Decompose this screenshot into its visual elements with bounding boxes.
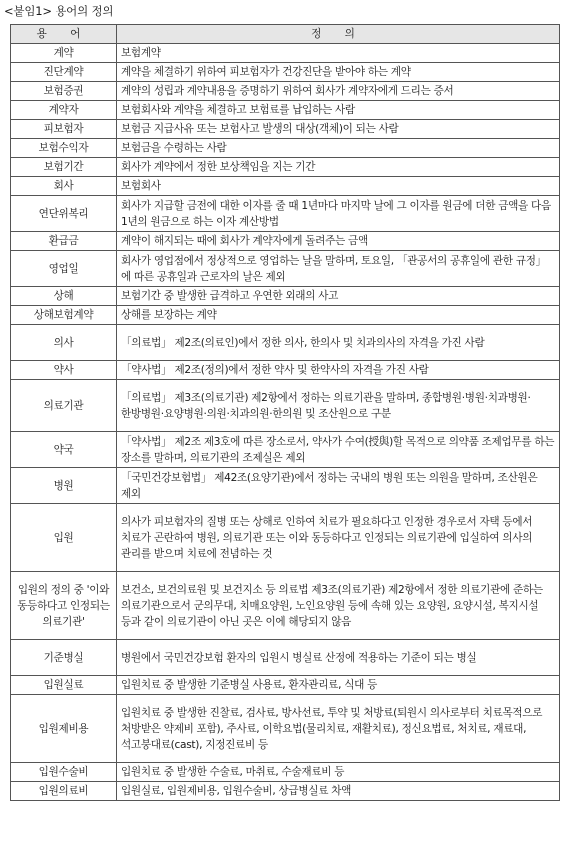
term-cell: 약국	[11, 432, 117, 468]
table-row	[11, 504, 560, 572]
term-cell: 입원제비용	[11, 695, 117, 763]
term-cell: 보험증권	[11, 82, 117, 101]
table-row	[11, 120, 560, 139]
header-definition: 정 의	[117, 25, 560, 44]
table-row	[11, 572, 560, 640]
table-row	[11, 101, 560, 120]
definition-cell: 보험금을 수령하는 사람	[117, 139, 560, 158]
definition-cell: 보험기간 중 발생한 급격하고 우연한 외래의 사고	[117, 287, 560, 306]
definition-cell: 계약이 해지되는 때에 회사가 계약자에게 돌려주는 금액	[117, 232, 560, 251]
table-row	[11, 468, 560, 504]
table-row	[11, 44, 560, 63]
term-cell: 기준병실	[11, 640, 117, 676]
table-row	[11, 676, 560, 695]
definition-cell: 「의료법」 제2조(의료인)에서 정한 의사, 한의사 및 치과의사의 자격을 가진 사람	[117, 325, 560, 361]
definition-cell: 병원에서 국민건강보험 환자의 입원시 병실료 산정에 적용하는 기준이 되는 병실	[117, 640, 560, 676]
glossary-table	[10, 24, 560, 801]
table-row	[11, 325, 560, 361]
term-cell: 약사	[11, 361, 117, 380]
table-row	[11, 432, 560, 468]
definition-cell: 「약사법」 제2조(정의)에서 정한 약사 및 한약사의 자격을 가진 사람	[117, 361, 560, 380]
table-row	[11, 287, 560, 306]
term-cell: 진단계약	[11, 63, 117, 82]
term-cell: 상해	[11, 287, 117, 306]
definition-cell: 회사가 지급할 금전에 대한 이자를 줄 때 1년마다 마지막 날에 그 이자를 원금에 더한 금액을 다음 1년의 원금으로 하는 이자 계산방법	[117, 196, 560, 232]
table-row	[11, 695, 560, 763]
table-row	[11, 177, 560, 196]
definition-cell: 「국민건강보험법」 제42조(요양기관)에서 정하는 국내의 병원 또는 의원을 말하며, 조산원은 제외	[117, 468, 560, 504]
table-row	[11, 361, 560, 380]
definition-cell: 회사가 계약에서 정한 보상책임을 지는 기간	[117, 158, 560, 177]
term-cell: 입원의료비	[11, 782, 117, 801]
term-cell: 영업일	[11, 251, 117, 287]
term-cell: 상해보험계약	[11, 306, 117, 325]
definition-cell: 보험금 지급사유 또는 보험사고 발생의 대상(객체)이 되는 사람	[117, 120, 560, 139]
term-cell: 입원	[11, 504, 117, 572]
term-cell: 입원수술비	[11, 763, 117, 782]
definition-cell: 입원치료 중 발생한 수술료, 마취료, 수술재료비 등	[117, 763, 560, 782]
term-cell: 입원실료	[11, 676, 117, 695]
table-row	[11, 763, 560, 782]
term-cell: 계약	[11, 44, 117, 63]
term-cell: 연단위복리	[11, 196, 117, 232]
definition-cell: 보험회사	[117, 177, 560, 196]
definition-cell: 「의료법」 제3조(의료기관) 제2항에서 정하는 의료기관을 말하며, 종합병원·병원·치과병원·한방병원·요양병원·의원·치과의원·한의원 및 조산원으로 구분	[117, 380, 560, 432]
term-cell: 병원	[11, 468, 117, 504]
table-header-row	[11, 25, 560, 44]
table-row	[11, 158, 560, 177]
definition-cell: 보험회사와 계약을 체결하고 보험료를 납입하는 사람	[117, 101, 560, 120]
term-cell: 회사	[11, 177, 117, 196]
header-term: 용 어	[11, 25, 117, 44]
table-row	[11, 306, 560, 325]
term-cell: 의료기관	[11, 380, 117, 432]
term-cell: 입원의 정의 중 '이와 동등하다고 인정되는 의료기관'	[11, 572, 117, 640]
term-cell: 의사	[11, 325, 117, 361]
table-row	[11, 380, 560, 432]
term-cell: 보험기간	[11, 158, 117, 177]
table-row	[11, 82, 560, 101]
definition-cell: 의사가 피보험자의 질병 또는 상해로 인하여 치료가 필요하다고 인정한 경우로서 자택 등에서 치료가 곤란하여 병원, 의료기관 또는 이와 동등하다고 인정되는 의료기관에 입실하여 의사의 관리를 받으며 치료에 전념하는 것	[117, 504, 560, 572]
table-row	[11, 139, 560, 158]
term-cell: 보험수익자	[11, 139, 117, 158]
definition-cell: 입원치료 중 발생한 진찰료, 검사료, 방사선료, 투약 및 처방료(퇴원시 의사로부터 치료목적으로 처방받은 약제비 포함), 주사료, 이학요법(물리치료, 재활치료), 정신요법료, 처치료, 재료대, 석고붕대료(cast), 지정진료비 등	[117, 695, 560, 763]
term-cell: 환급금	[11, 232, 117, 251]
glossary-body	[11, 44, 560, 801]
definition-cell: 회사가 영업점에서 정상적으로 영업하는 날을 말하며, 토요일, 「관공서의 공휴일에 관한 규정」에 따른 공휴일과 근로자의 날은 제외	[117, 251, 560, 287]
table-row	[11, 232, 560, 251]
table-row	[11, 251, 560, 287]
definition-cell: 보험계약	[117, 44, 560, 63]
definition-cell: 보건소, 보건의료원 및 보건지소 등 의료법 제3조(의료기관) 제2항에서 정한 의료기관에 준하는 의료기관으로서 군의무대, 치매요양원, 노인요양원 등에 속해 있는 요양원, 요양시설, 복지시설 등과 같이 의료기관이 아닌 곳은 이에 해당되지 않음	[117, 572, 560, 640]
definition-cell: 입원치료 중 발생한 기준병실 사용료, 환자관리료, 식대 등	[117, 676, 560, 695]
table-row	[11, 196, 560, 232]
table-row	[11, 782, 560, 801]
definition-cell: 「약사법」 제2조 제3호에 따른 장소로서, 약사가 수여(授與)할 목적으로 의약품 조제업무를 하는 장소를 말하며, 의료기관의 조제실은 제외	[117, 432, 560, 468]
definition-cell: 입원실료, 입원제비용, 입원수술비, 상급병실료 차액	[117, 782, 560, 801]
term-cell: 피보험자	[11, 120, 117, 139]
definition-cell: 계약의 성립과 계약내용을 증명하기 위하여 회사가 계약자에게 드리는 증서	[117, 82, 560, 101]
term-cell: 계약자	[11, 101, 117, 120]
table-row	[11, 640, 560, 676]
definition-cell: 계약을 체결하기 위하여 피보험자가 건강진단을 받아야 하는 계약	[117, 63, 560, 82]
definition-cell: 상해를 보장하는 계약	[117, 306, 560, 325]
document-title: <붙임1> 용어의 정의	[4, 4, 114, 18]
table-row	[11, 63, 560, 82]
